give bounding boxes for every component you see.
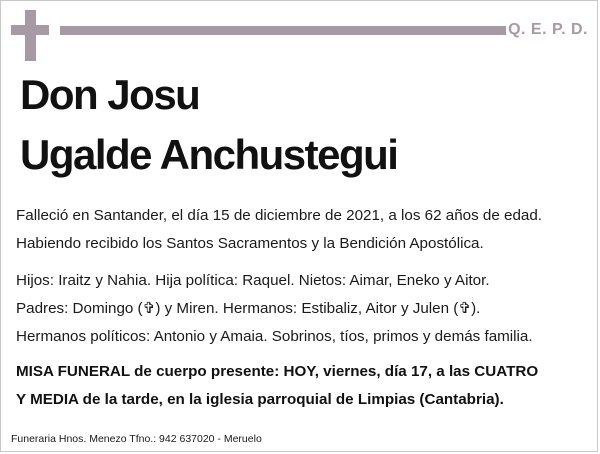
funeral-home-footer: Funeraria Hnos. Menezo Tfno.: 942 637020 - Meruelo xyxy=(11,433,262,445)
qepd-label: Q. E. P. D. xyxy=(508,21,588,38)
deceased-name-line-2: Ugalde Anchustegui xyxy=(20,131,398,178)
header-divider xyxy=(60,26,506,35)
family-line-3: Hermanos políticos: Antonio y Amaia. Sobrinos, tíos, primos y demás familia. xyxy=(16,328,533,345)
announcement-line-2: Habiendo recibido los Santos Sacramentos y la Bendición Apostólica. xyxy=(16,235,484,252)
deceased-name-line-1: Don Josu xyxy=(20,71,200,118)
family-line-2: Padres: Domingo (✞) y Miren. Hermanos: Estibaliz, Aitor y Julen (✞). xyxy=(16,300,481,317)
announcement-line-1: Falleció en Santander, el día 15 de diciembre de 2021, a los 62 años de edad. xyxy=(16,207,543,224)
funeral-line-2: Y MEDIA de la tarde, en la iglesia parroquial de Limpias (Cantabria). xyxy=(16,391,504,408)
funeral-line-1: MISA FUNERAL de cuerpo presente: HOY, viernes, día 17, a las CUATRO xyxy=(16,363,539,380)
family-line-1: Hijos: Iraitz y Nahia. Hija política: Raquel. Nietos: Aimar, Eneko y Aitor. xyxy=(16,272,490,289)
